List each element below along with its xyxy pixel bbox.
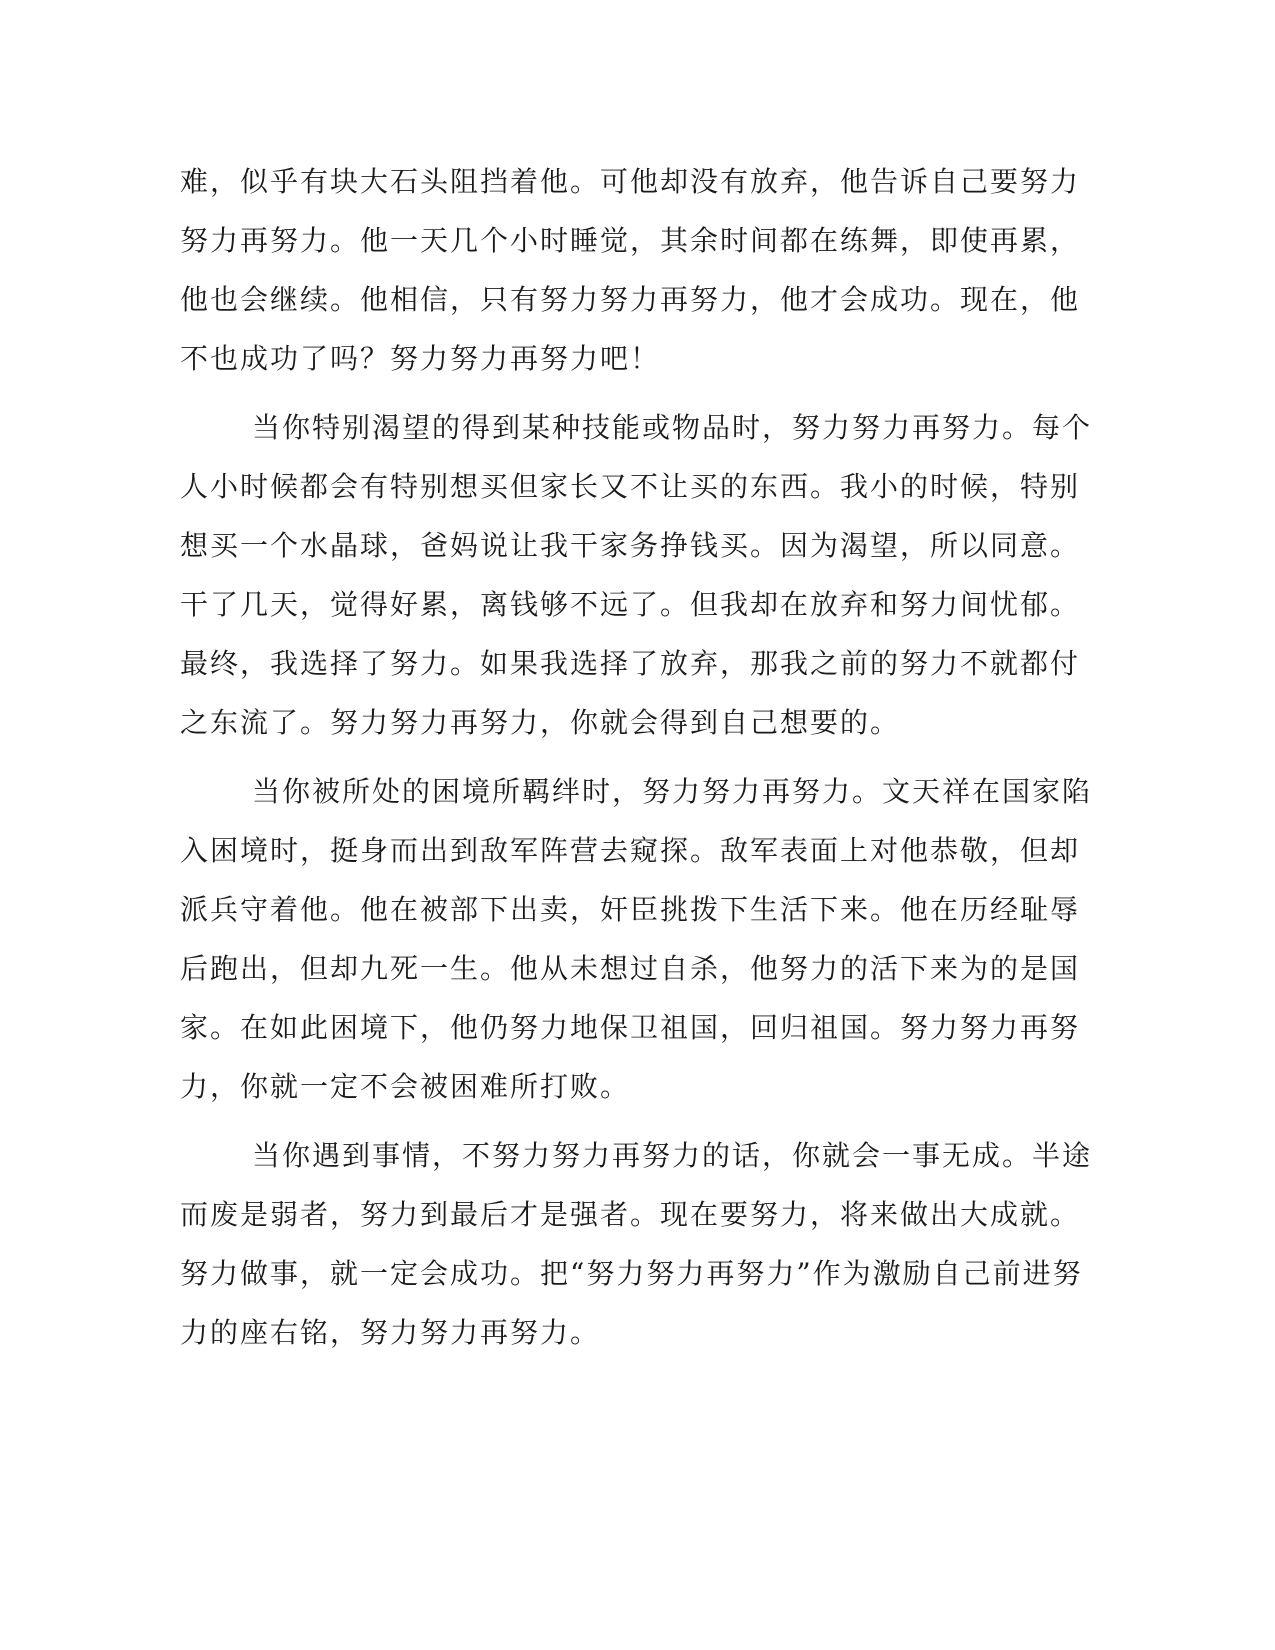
paragraph-line: 当你特别渴望的得到某种技能或物品时，努力努力再努力。每个 — [252, 411, 1093, 444]
paragraph-line: 家。在如此困境下，他仍努力地保卫祖国，回归祖国。努力努力再努 — [180, 1011, 1081, 1044]
paragraph-line: 努力再努力。他一天几个小时睡觉，其余时间都在练舞，即使再累， — [180, 224, 1081, 257]
paragraph-1 — [180, 152, 1081, 388]
document-body — [180, 152, 1093, 1362]
paragraph-line: 当你被所处的困境所羁绊时，努力努力再努力。文天祥在国家陷 — [252, 775, 1093, 808]
paragraph-line: 而废是弱者，努力到最后才是强者。现在要努力，将来做出大成就。 — [180, 1198, 1081, 1231]
paragraph-3 — [180, 762, 1093, 1116]
paragraph-line: 不也成功了吗？努力努力再努力吧！ — [180, 342, 661, 375]
paragraph-line: 力，你就一定不会被困难所打败。 — [180, 1070, 631, 1103]
paragraph-line: 派兵守着他。他在被部下出卖，奸臣挑拨下生活下来。他在历经耻辱 — [180, 893, 1081, 926]
paragraph-line: 力的座右铭，努力努力再努力。 — [180, 1316, 601, 1349]
paragraph-line: 他也会继续。他相信，只有努力努力再努力，他才会成功。现在，他 — [180, 283, 1081, 316]
paragraph-line: 入困境时，挺身而出到敌军阵营去窥探。敌军表面上对他恭敬，但却 — [180, 834, 1081, 867]
paragraph-line: 后跑出，但却九死一生。他从未想过自杀，他努力的活下来为的是国 — [180, 952, 1081, 985]
paragraph-gap — [180, 1116, 1040, 1126]
paragraph-2 — [180, 398, 1093, 752]
paragraph-line: 想买一个水晶球，爸妈说让我干家务挣钱买。因为渴望，所以同意。 — [180, 529, 1081, 562]
paragraph-gap — [180, 752, 1040, 762]
paragraph-line: 干了几天，觉得好累，离钱够不远了。但我却在放弃和努力间忧郁。 — [180, 588, 1081, 621]
paragraph-gap — [180, 388, 1040, 398]
paragraph-line: 当你遇到事情，不努力努力再努力的话，你就会一事无成。半途 — [252, 1139, 1093, 1172]
paragraph-line: 人小时候都会有特别想买但家长又不让买的东西。我小的时候，特别 — [180, 470, 1081, 503]
paragraph-line: 之东流了。努力努力再努力，你就会得到自己想要的。 — [180, 706, 901, 739]
paragraph-line: 难，似乎有块大石头阻挡着他。可他却没有放弃，他告诉自己要努力 — [180, 165, 1081, 198]
paragraph-4 — [180, 1126, 1093, 1362]
paragraph-line: 最终，我选择了努力。如果我选择了放弃，那我之前的努力不就都付 — [180, 647, 1081, 680]
paragraph-line: 努力做事，就一定会成功。把“努力努力再努力”作为激励自己前进努 — [180, 1257, 1083, 1290]
